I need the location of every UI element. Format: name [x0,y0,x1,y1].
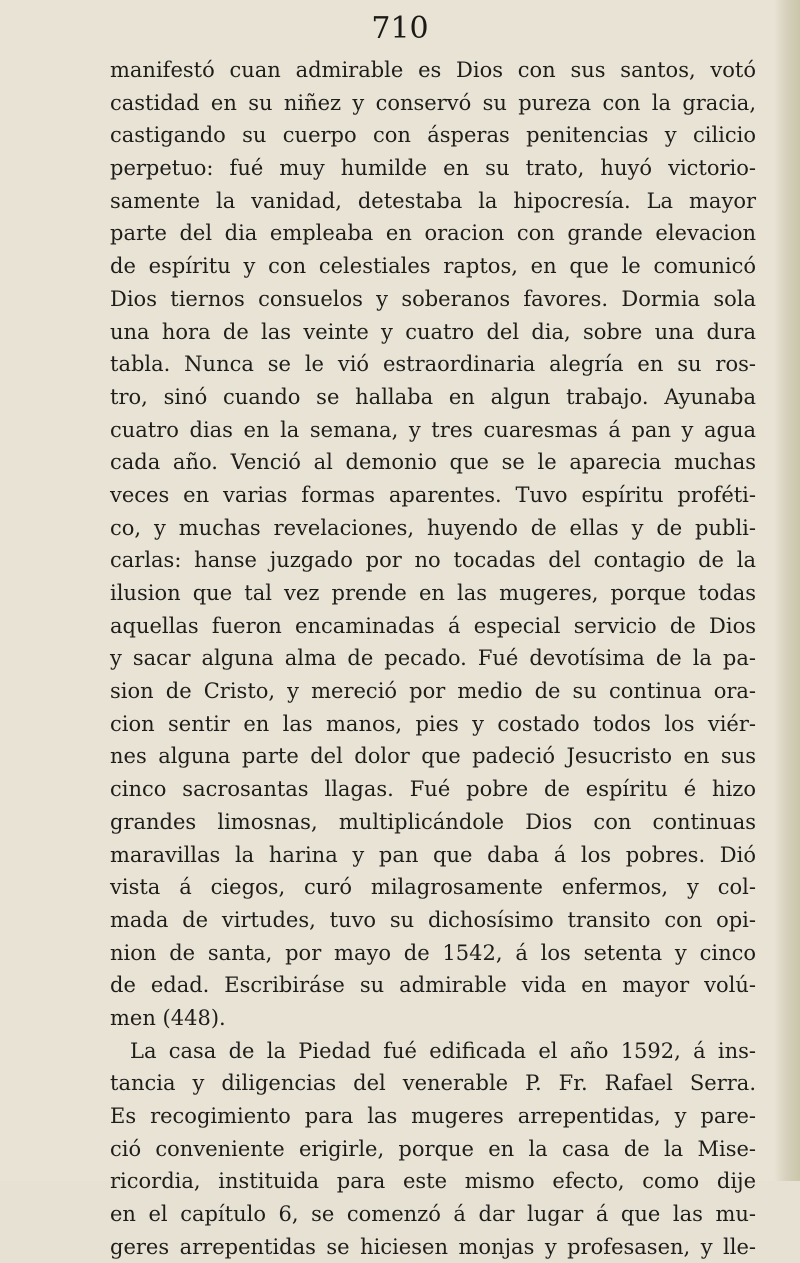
text-line: ció conveniente erigirle, porque en la casa de la Mise- [110,1136,756,1161]
text-line: de edad. Escribiráse su admirable vida en mayor volú- [110,973,756,998]
text-line: nion de santa, por mayo de 1542, á los setenta y cinco [110,940,756,965]
text-line: co, y muchas revelaciones, huyendo de ellas y de publi- [110,515,756,540]
text-line: carlas: hanse juzgado por no tocadas del contagio de la [110,548,756,573]
text-line: veces en varias formas aparentes. Tuvo espíritu proféti- [110,482,756,507]
text-line: perpetuo: fué muy humilde en su trato, huyó victorio- [110,156,756,181]
text-line: grandes limosnas, multiplicándole Dios con continuas [110,809,756,834]
text-line: en el capítulo 6, se comenzó á dar lugar á que las mu- [110,1202,756,1227]
text-line: tabla. Nunca se le vió estraordinaria alegría en su ros- [110,352,756,377]
text-line: Es recogimiento para las mugeres arrepentidas, y pare- [110,1104,756,1128]
text-line: cion sentir en las manos, pies y costado todos los viér- [110,711,756,736]
text-line: y sacar alguna alma de pecado. Fué devotísima de la pa- [110,646,756,671]
text-line: tancia y diligencias del venerable P. Fr. Rafael Serra. [110,1071,756,1096]
text-line: vista á ciegos, curó milagrosamente enfermos, y col- [110,875,756,900]
text-line: cuatro dias en la semana, y tres cuaresmas á pan y agua [110,417,756,442]
text-line: ricordia, instituida para este mismo efecto, como dije [110,1169,756,1194]
text-line: manifestó cuan admirable es Dios con sus santos, votó [110,58,756,82]
text-line: cada año. Venció al demonio que se le aparecia muchas [110,450,756,475]
text-line: samente la vanidad, detestaba la hipocresía. La mayor [110,188,756,213]
page-edge-shadow [774,0,800,1181]
text-line: nes alguna parte del dolor que padeció Jesucristo en sus [110,744,756,769]
text-line: castidad en su niñez y conservó su pureza con la gracia, [110,90,756,115]
text-line: aquellas fueron encaminadas á especial servicio de Dios [110,613,756,638]
text-line: geres arrepentidas se hiciesen monjas y profesasen, y lle- [110,1234,756,1259]
text-line: castigando su cuerpo con ásperas penitencias y cilicio [110,123,756,148]
text-line: men (448). [110,1005,226,1030]
text-line: tro, sinó cuando se hallaba en algun trabajo. Ayunaba [110,384,756,409]
body-text [110,54,756,1263]
text-line: mada de virtudes, tuvo su dichosísimo transito con opi- [110,907,756,932]
page-number: 710 [371,11,429,46]
text-line: parte del dia empleaba en oracion con grande elevacion [110,221,756,246]
text-line: ilusion que tal vez prende en las mugeres, porque todas [110,581,756,605]
text-line: de espíritu y con celestiales raptos, en que le comunicó [110,254,756,279]
paragraph-start-line: La casa de la Piedad fué edificada el año 1592, á ins- [130,1038,756,1063]
text-line: cinco sacrosantas llagas. Fué pobre de espíritu é hizo [110,777,756,802]
text-line: Dios tiernos consuelos y soberanos favores. Dormia sola [110,286,756,311]
text-line: sion de Cristo, y mereció por medio de su continua ora- [110,679,756,704]
text-line: maravillas la harina y pan que daba á los pobres. Dió [110,842,756,867]
text-line: una hora de las veinte y cuatro del dia, sobre una dura [110,319,756,344]
